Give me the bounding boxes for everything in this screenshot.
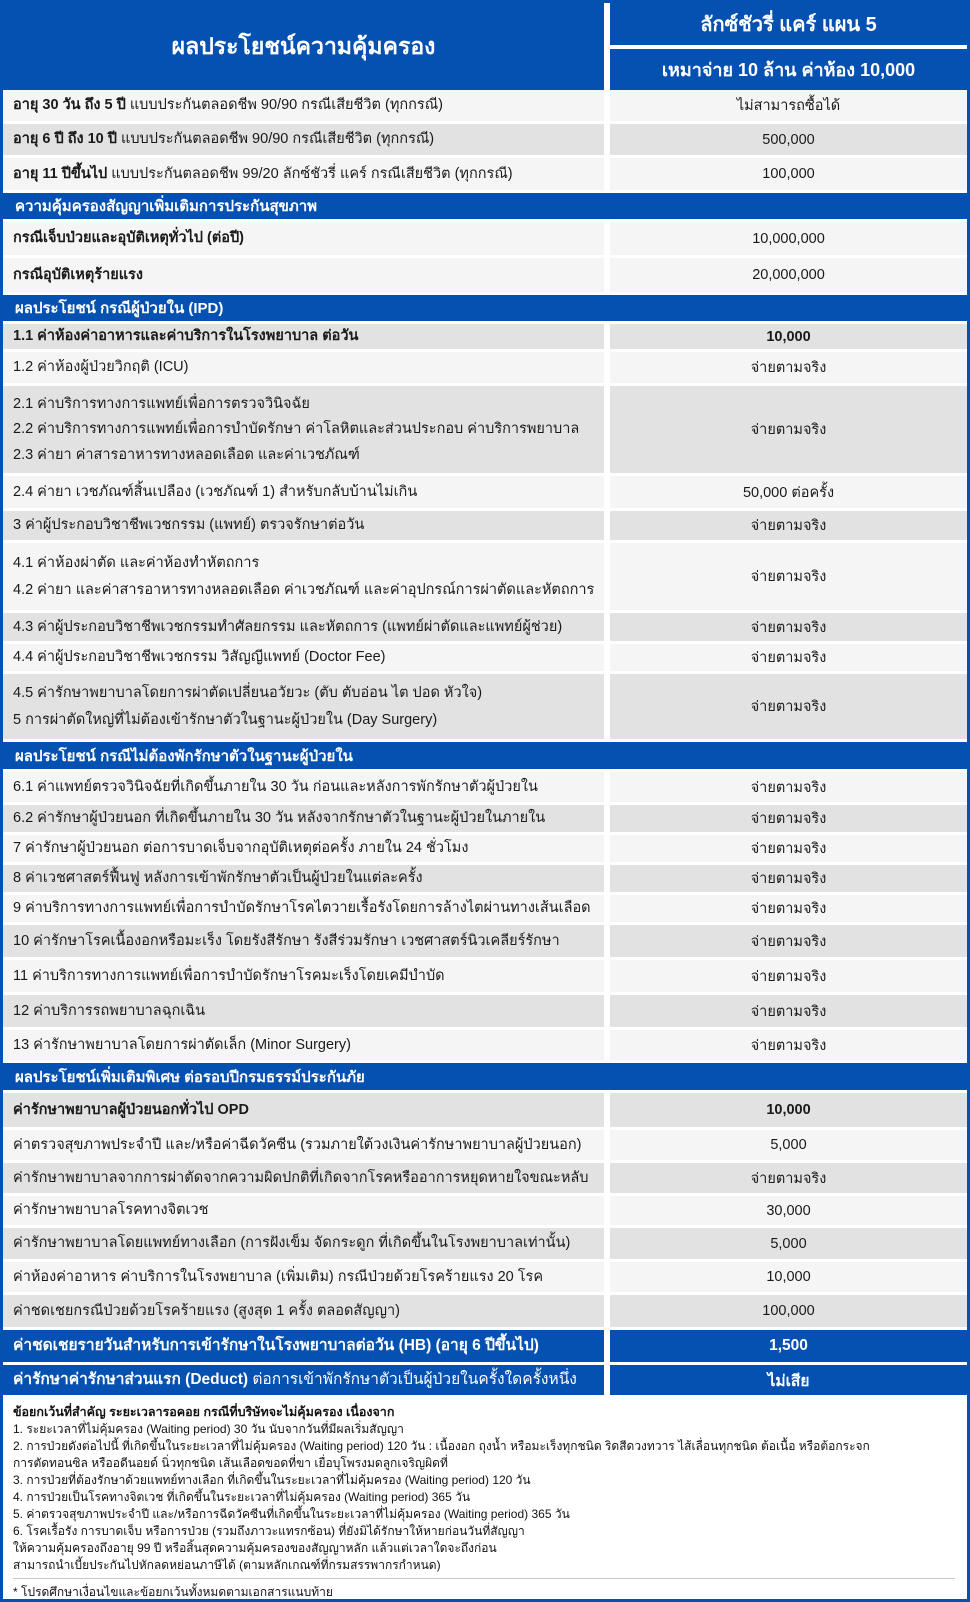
row-value: จ่ายตามจริง (604, 352, 967, 383)
plan-subtitle: เหมาจ่าย 10 ล้าน ค่าห้อง 10,000 (610, 49, 967, 91)
table-row (3, 925, 967, 960)
footnotes-list (13, 1421, 955, 1574)
section-header-row (3, 295, 967, 324)
row-value: 5,000 (604, 1130, 967, 1160)
table-row (3, 1196, 967, 1228)
table-row (3, 805, 967, 835)
row-value: จ่ายตามจริง (604, 1030, 967, 1060)
row-value: จ่ายตามจริง (604, 995, 967, 1027)
row-label: อายุ 30 วัน ถึง 5 ปี แบบประกันตลอดชีพ 90/90 กรณีเสียชีวิต (ทุกกรณี) (3, 90, 604, 121)
row-label: ค่าตรวจสุขภาพประจำปี และ/หรือค่าฉีดวัคซีน (รวมภายใต้วงเงินค่ารักษาพยาบาลผู้ป่วยนอก) (3, 1130, 604, 1160)
table-row (3, 1228, 967, 1262)
row-label: 9 ค่าบริการทางการแพทย์เพื่อการบำบัดรักษาโรคไตวายเรื้อรังโดยการล้างไตผ่านทางเส้นเลือด (3, 895, 604, 922)
row-label: กรณีอุบัติเหตุร้ายแรง (3, 258, 604, 292)
row-value: 10,000 (604, 1093, 967, 1127)
row-value: 10,000,000 (604, 222, 967, 255)
section-title: ผลประโยชน์เพิ่มเติมพิเศษ ต่อรอบปีกรมธรรม์ประกันภัย (15, 1068, 365, 1086)
table-row (3, 90, 967, 124)
row-value: จ่ายตามจริง (604, 543, 967, 610)
row-label: 1.1 ค่าห้องค่าอาหารและค่าบริการในโรงพยาบาล ต่อวัน (3, 324, 604, 349)
row-value: ไม่สามารถซื้อได้ (604, 90, 967, 121)
row-label: 6.1 ค่าแพทย์ตรวจวินิจฉัยที่เกิดขึ้นภายใน 30 วัน ก่อนและหลังการพักรักษาตัวผู้ป่วยใน (3, 772, 604, 802)
highlight-row (3, 1365, 967, 1398)
footnote-line: สามารถนำเบี้ยประกันไปหักลดหย่อนภาษีได้ (ตามหลักเกณฑ์ที่กรมสรรพากรกำหนด) (13, 1558, 441, 1572)
row-label: 13 ค่ารักษาพยาบาลโดยการผ่าตัดเล็ก (Minor Surgery) (3, 1030, 604, 1060)
row-value: จ่ายตามจริง (604, 644, 967, 671)
table-row (3, 644, 967, 674)
row-label: 2.4 ค่ายา เวชภัณฑ์สิ้นเปลือง (เวชภัณฑ์ 1) สำหรับกลับบ้านไม่เกิน (3, 476, 604, 508)
row-label: 4.3 ค่าผู้ประกอบวิชาชีพเวชกรรมทำศัลยกรรม และหัตถการ (แพทย์ผ่าตัดและแพทย์ผู้ช่วย) (3, 613, 604, 641)
section-title: ความคุ้มครองสัญญาเพิ่มเติมการประกันสุขภาพ (15, 198, 318, 215)
row-label: 6.2 ค่ารักษาผู้ป่วยนอก ที่เกิดขึ้นภายใน 30 วัน หลังจากรักษาตัวในฐานะผู้ป่วยในภายใน (3, 805, 604, 832)
table-row (3, 324, 967, 352)
row-label: 8 ค่าเวชศาสตร์ฟื้นฟู หลังการเข้าพักรักษาตัวเป็นผู้ป่วยในแต่ละครั้ง (3, 865, 604, 892)
table-row (3, 865, 967, 895)
row-value: 100,000 (604, 158, 967, 190)
row-label: 10 ค่ารักษาโรคเนื้องอกหรือมะเร็ง โดยรังสีรักษา รังสีร่วมรักษา เวชศาสตร์นิวเคลียร์รักษา (3, 925, 604, 957)
table-row (3, 674, 967, 742)
footnote-line: 2. การป่วยดังต่อไปนี้ ที่เกิดขึ้นในระยะเวลาที่ไม่คุ้มครอง (Waiting period) 120 วัน : เนื้องอก ถุงน้ำ หรือมะเร็งทุกชนิด ริดสีดวงทวาร ไส้เลื่อนทุกชนิด ต้อเนื้อ หรือต้อกระจก (13, 1439, 870, 1453)
footnotes-title: ข้อยกเว้นที่สำคัญ ระยะเวลารอคอย กรณีที่บริษัทจะไม่คุ้มครอง เนื่องจาก (13, 1405, 395, 1419)
table-row (3, 543, 967, 613)
row-label: ค่ารักษาพยาบาลโรคทางจิตเวช (3, 1196, 604, 1225)
footnote-line: 4. การป่วยเป็นโรคทางจิตเวช ที่เกิดขึ้นในระยะเวลาที่ไม่คุ้มครอง (Waiting period) 365 วัน (13, 1490, 471, 1504)
section-header-row (3, 742, 967, 772)
highlight-row (3, 1330, 967, 1365)
row-value: 100,000 (604, 1295, 967, 1327)
table-row (3, 222, 967, 258)
plan-name: ลักซ์ชัวรี่ แคร์ แผน 5 (610, 3, 967, 49)
row-label: ค่ารักษาค่ารักษาส่วนแรก (Deduct) ต่อการเข้าพักรักษาตัวเป็นผู้ป่วยในครั้งใดครั้งหนึ่ง (3, 1365, 604, 1395)
row-label: ค่าชดเชยกรณีป่วยด้วยโรคร้ายแรง (สูงสุด 1 ครั้ง ตลอดสัญญา) (3, 1295, 604, 1327)
row-value: จ่ายตามจริง (604, 511, 967, 540)
row-value: จ่ายตามจริง (604, 386, 967, 473)
row-value: 10,000 (604, 1262, 967, 1292)
table-row (3, 258, 967, 295)
table-row (3, 511, 967, 543)
row-label: 3 ค่าผู้ประกอบวิชาชีพเวชกรรม (แพทย์) ตรวจรักษาต่อวัน (3, 511, 604, 540)
section-title: ผลประโยชน์ กรณีผู้ป่วยใน (IPD) (15, 300, 224, 317)
table-row (3, 995, 967, 1030)
row-label: 4.4 ค่าผู้ประกอบวิชาชีพเวชกรรม วิสัญญีแพทย์ (Doctor Fee) (3, 644, 604, 671)
row-value: ไม่เสีย (604, 1365, 967, 1395)
row-label: ค่ารักษาพยาบาลโดยแพทย์ทางเลือก (การฝังเข็ม จัดกระดูก ที่เกิดขึ้นในโรงพยาบาลเท่านั้น) (3, 1228, 604, 1259)
table-row (3, 1262, 967, 1295)
table-row (3, 386, 967, 476)
table-row (3, 895, 967, 925)
row-value: 5,000 (604, 1228, 967, 1259)
footnote-line: การตัดทอนซิล หรืออดีนอยด์ นิ่วทุกชนิด เส้นเลือดขอดที่ขา เยื่อบุโพรงมดลูกเจริญผิดที่ (13, 1456, 448, 1470)
row-value: จ่ายตามจริง (604, 835, 967, 862)
row-value: จ่ายตามจริง (604, 1163, 967, 1193)
row-label: 4.5 ค่ารักษาพยาบาลโดยการผ่าตัดเปลี่ยนอวัยวะ (ตับ ตับอ่อน ไต ปอด หัวใจ) 5 การผ่าตัดใหญ่ที่ไม่ต้องเข้ารักษาตัวในฐานะผู้ป่วยใน (Day Surgery) (3, 674, 604, 739)
footnotes-section (3, 1398, 967, 1600)
row-label: ค่ารักษาพยาบาลผู้ป่วยนอกทั่วไป OPD (3, 1093, 604, 1127)
row-value: จ่ายตามจริง (604, 865, 967, 892)
row-label: 7 ค่ารักษาผู้ป่วยนอก ต่อการบาดเจ็บจากอุบัติเหตุต่อครั้ง ภายใน 24 ชั่วโมง (3, 835, 604, 862)
table-row (3, 960, 967, 995)
footnote-line: 5. ค่าตรวจสุขภาพประจำปี และ/หรือการฉีดวัคซีนที่เกิดขึ้นในระยะเวลาที่ไม่คุ้มครอง (Waiting period) 365 วัน (13, 1507, 570, 1521)
row-label: 12 ค่าบริการรถพยาบาลฉุกเฉิน (3, 995, 604, 1027)
row-value: 30,000 (604, 1196, 967, 1225)
benefits-title: ผลประโยชน์ความคุ้มครอง (171, 32, 436, 59)
table-row (3, 1130, 967, 1163)
table-row (3, 352, 967, 386)
plan-column-header (604, 3, 967, 90)
table-row (3, 613, 967, 644)
row-label: 11 ค่าบริการทางการแพทย์เพื่อการบำบัดรักษาโรคมะเร็งโดยเคมีบำบัด (3, 960, 604, 992)
row-value: จ่ายตามจริง (604, 895, 967, 922)
row-value: จ่ายตามจริง (604, 805, 967, 832)
footnote-line: ให้ความคุ้มครองถึงอายุ 99 ปี หรือสิ้นสุดความคุ้มครองของสัญญาหลัก แล้วแต่เวลาใดจะถึงก่อน (13, 1541, 497, 1555)
row-label: 2.1 ค่าบริการทางการแพทย์เพื่อการตรวจวินิจฉัย 2.2 ค่าบริการทางการแพทย์เพื่อการบำบัดรักษา ค่าโลหิตและส่วนประกอบ ค่าบริการพยาบาล 2.3 ค่ายา ค่าสารอาหารทางหลอดเลือด และค่าเวชภัณฑ์ (3, 386, 604, 473)
row-value: จ่ายตามจริง (604, 772, 967, 802)
section-header-row (3, 193, 967, 222)
table-row (3, 1030, 967, 1063)
table-row (3, 1163, 967, 1196)
row-label: อายุ 6 ปี ถึง 10 ปี แบบประกันตลอดชีพ 90/90 กรณีเสียชีวิต (ทุกกรณี) (3, 124, 604, 155)
disclaimer-note: * โปรดศึกษาเงื่อนไขและข้อยกเว้นทั้งหมดตามเอกสารแนบท้าย (13, 1578, 955, 1600)
row-label: ค่าห้องค่าอาหาร ค่าบริการในโรงพยาบาล (เพิ่มเติม) กรณีป่วยด้วยโรคร้ายแรง 20 โรค (3, 1262, 604, 1292)
row-value: 500,000 (604, 124, 967, 155)
benefits-table-body (3, 90, 967, 1398)
row-value: จ่ายตามจริง (604, 674, 967, 739)
row-label: 1.2 ค่าห้องผู้ป่วยวิกฤติ (ICU) (3, 352, 604, 383)
table-row (3, 124, 967, 158)
footnote-line: 6. โรคเรื้อรัง การบาดเจ็บ หรือการป่วย (รวมถึงภาวะแทรกซ้อน) ที่ยังมิได้รักษาให้หายก่อนวันที่สัญญา (13, 1524, 525, 1538)
footnote-line: 3. การป่วยที่ต้องรักษาด้วยแพทย์ทางเลือก ที่เกิดขึ้นในระยะเวลาที่ไม่คุ้มครอง (Waiting period) 120 วัน (13, 1473, 531, 1487)
table-header (3, 3, 967, 90)
row-value: จ่ายตามจริง (604, 960, 967, 992)
row-value: จ่ายตามจริง (604, 925, 967, 957)
row-label: ค่าชดเชยรายวันสำหรับการเข้ารักษาในโรงพยาบาลต่อวัน (HB) (อายุ 6 ปีขึ้นไป) (3, 1330, 604, 1362)
row-label: กรณีเจ็บป่วยและอุบัติเหตุทั่วไป (ต่อปี) (3, 222, 604, 255)
section-header-row (3, 1063, 967, 1093)
table-row (3, 476, 967, 511)
row-value: 10,000 (604, 324, 967, 349)
row-value: จ่ายตามจริง (604, 613, 967, 641)
table-row (3, 835, 967, 865)
table-row (3, 1093, 967, 1130)
row-value: 50,000 ต่อครั้ง (604, 476, 967, 508)
row-label: ค่ารักษาพยาบาลจากการผ่าตัดจากความผิดปกติที่เกิดจากโรคหรืออาการหยุดหายใจขณะหลับ (3, 1163, 604, 1193)
row-label: อายุ 11 ปีขึ้นไป แบบประกันตลอดชีพ 99/20 ลักซ์ชัวรี่ แคร์ กรณีเสียชีวิต (ทุกกรณี) (3, 158, 604, 190)
row-value: 20,000,000 (604, 258, 967, 292)
table-row (3, 1295, 967, 1330)
row-label: 4.1 ค่าห้องผ่าตัด และค่าห้องทำหัตถการ 4.2 ค่ายา และค่าสารอาหารทางหลอดเลือด ค่าเวชภัณฑ์ และค่าอุปกรณ์การผ่าตัดและหัตถการ (3, 543, 604, 610)
section-title: ผลประโยชน์ กรณีไม่ต้องพักรักษาตัวในฐานะผู้ป่วยใน (15, 747, 353, 765)
row-value: 1,500 (604, 1330, 967, 1362)
footnote-line: 1. ระยะเวลาที่ไม่คุ้มครอง (Waiting period) 30 วัน นับจากวันที่มีผลเริ่มสัญญา (13, 1422, 404, 1436)
table-row (3, 158, 967, 193)
table-row (3, 772, 967, 805)
